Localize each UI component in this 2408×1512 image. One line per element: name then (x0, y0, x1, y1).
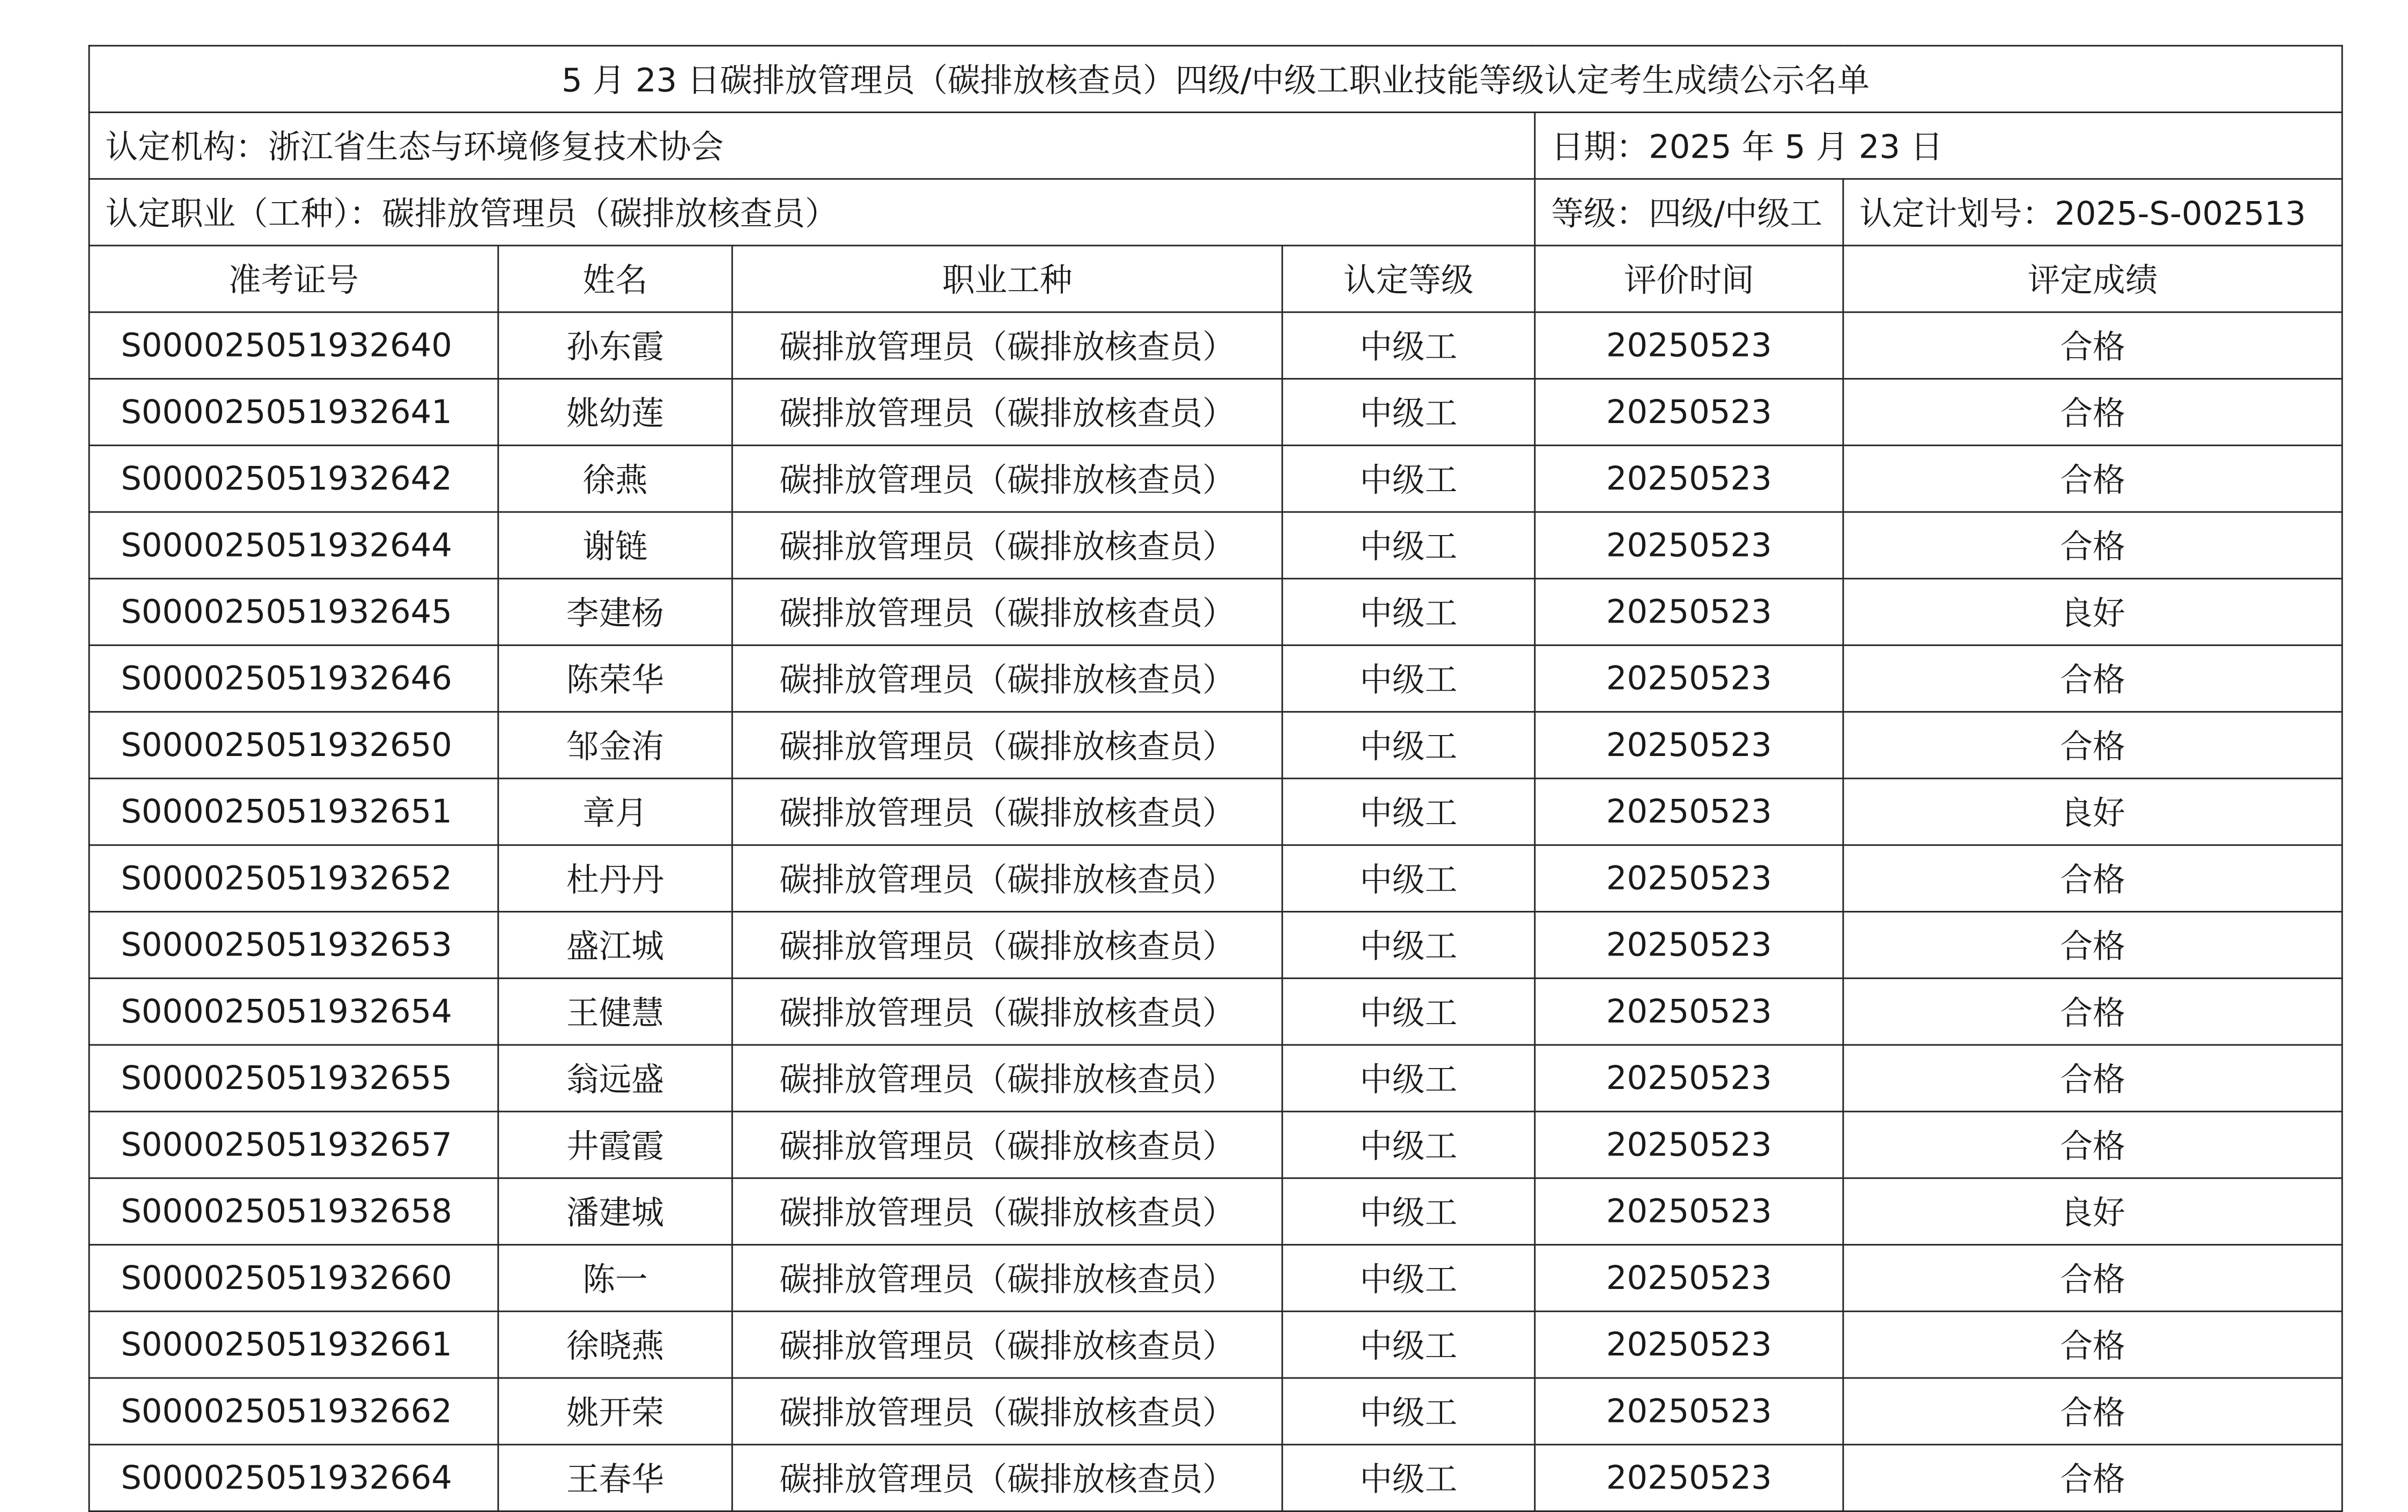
plan-number: 认定计划号：2025-S-002513 (1843, 179, 2342, 246)
cell-candidate-name: 姚幼莲 (498, 379, 732, 445)
occupation-row (89, 179, 2342, 246)
cell-result: 合格 (1843, 1444, 2342, 1511)
cell-result: 合格 (1843, 1245, 2342, 1311)
cell-ticket-number: S000025051932661 (89, 1311, 498, 1378)
cell-job-type: 碳排放管理员（碳排放核查员） (732, 512, 1282, 579)
cell-eval-date: 20250523 (1535, 1311, 1843, 1378)
table-row (89, 1178, 2342, 1244)
cell-eval-date: 20250523 (1535, 645, 1843, 711)
cell-result: 合格 (1843, 645, 2342, 711)
cell-job-type: 碳排放管理员（碳排放核查员） (732, 1245, 1282, 1311)
cell-candidate-name: 徐晓燕 (498, 1311, 732, 1378)
cell-job-type: 碳排放管理员（碳排放核查员） (732, 845, 1282, 911)
cell-candidate-name: 陈一 (498, 1245, 732, 1311)
cell-ticket-number: S000025051932658 (89, 1178, 498, 1244)
cell-candidate-name: 杜丹丹 (498, 845, 732, 911)
title-row (89, 46, 2342, 112)
cell-eval-date: 20250523 (1535, 579, 1843, 645)
cell-eval-date: 20250523 (1535, 512, 1843, 579)
cell-ticket-number: S000025051932657 (89, 1111, 498, 1178)
cell-result: 良好 (1843, 1178, 2342, 1244)
cell-ticket-number: S000025051932642 (89, 446, 498, 512)
cell-result: 合格 (1843, 1111, 2342, 1178)
cell-eval-date: 20250523 (1535, 1111, 1843, 1178)
cell-ticket-number: S000025051932652 (89, 845, 498, 911)
cell-level: 中级工 (1282, 979, 1535, 1045)
results-table (88, 45, 2343, 1512)
header-row (89, 246, 2342, 312)
cell-candidate-name: 王健慧 (498, 979, 732, 1045)
cell-job-type: 碳排放管理员（碳排放核查员） (732, 645, 1282, 711)
cell-ticket-number: S000025051932654 (89, 979, 498, 1045)
cell-level: 中级工 (1282, 1311, 1535, 1378)
cell-result: 良好 (1843, 579, 2342, 645)
table-row (89, 911, 2342, 978)
cell-result: 合格 (1843, 712, 2342, 779)
table-row (89, 1444, 2342, 1511)
cell-eval-date: 20250523 (1535, 911, 1843, 978)
column-header-ticket: 准考证号 (89, 246, 498, 312)
cell-eval-date: 20250523 (1535, 1245, 1843, 1311)
table-row (89, 1311, 2342, 1378)
column-header-job: 职业工种 (732, 246, 1282, 312)
cell-candidate-name: 王春华 (498, 1444, 732, 1511)
cell-eval-date: 20250523 (1535, 979, 1843, 1045)
table-body (89, 46, 2342, 1511)
cell-ticket-number: S000025051932644 (89, 512, 498, 579)
table-row (89, 512, 2342, 579)
table-row (89, 446, 2342, 512)
cell-level: 中级工 (1282, 446, 1535, 512)
cell-level: 中级工 (1282, 712, 1535, 779)
cell-level: 中级工 (1282, 779, 1535, 845)
cell-ticket-number: S000025051932653 (89, 911, 498, 978)
cell-result: 合格 (1843, 312, 2342, 379)
table-row (89, 712, 2342, 779)
cell-result: 合格 (1843, 512, 2342, 579)
cell-eval-date: 20250523 (1535, 446, 1843, 512)
cell-eval-date: 20250523 (1535, 379, 1843, 445)
cell-job-type: 碳排放管理员（碳排放核查员） (732, 446, 1282, 512)
cell-eval-date: 20250523 (1535, 1045, 1843, 1111)
cell-candidate-name: 翁远盛 (498, 1045, 732, 1111)
document-date: 日期：2025 年 5 月 23 日 (1535, 112, 2342, 179)
cell-ticket-number: S000025051932662 (89, 1378, 498, 1444)
cell-candidate-name: 潘建城 (498, 1178, 732, 1244)
cell-candidate-name: 井霞霞 (498, 1111, 732, 1178)
cell-ticket-number: S000025051932651 (89, 779, 498, 845)
cell-candidate-name: 陈荣华 (498, 645, 732, 711)
column-header-name: 姓名 (498, 246, 732, 312)
cell-result: 合格 (1843, 845, 2342, 911)
cell-candidate-name: 徐燕 (498, 446, 732, 512)
cell-level: 中级工 (1282, 579, 1535, 645)
cell-job-type: 碳排放管理员（碳排放核查员） (732, 1378, 1282, 1444)
table-row (89, 845, 2342, 911)
cell-candidate-name: 李建杨 (498, 579, 732, 645)
cell-eval-date: 20250523 (1535, 845, 1843, 911)
cell-job-type: 碳排放管理员（碳排放核查员） (732, 1178, 1282, 1244)
org-row (89, 112, 2342, 179)
cell-eval-date: 20250523 (1535, 712, 1843, 779)
cell-level: 中级工 (1282, 512, 1535, 579)
cell-job-type: 碳排放管理员（碳排放核查员） (732, 1045, 1282, 1111)
cell-candidate-name: 盛江城 (498, 911, 732, 978)
column-header-date: 评价时间 (1535, 246, 1843, 312)
cell-level: 中级工 (1282, 1378, 1535, 1444)
cell-job-type: 碳排放管理员（碳排放核查员） (732, 1444, 1282, 1511)
cell-level: 中级工 (1282, 379, 1535, 445)
cell-result: 合格 (1843, 1045, 2342, 1111)
cell-job-type: 碳排放管理员（碳排放核查员） (732, 312, 1282, 379)
cell-level: 中级工 (1282, 1178, 1535, 1244)
cell-job-type: 碳排放管理员（碳排放核查员） (732, 579, 1282, 645)
cell-level: 中级工 (1282, 1245, 1535, 1311)
cell-result: 合格 (1843, 379, 2342, 445)
cell-candidate-name: 谢链 (498, 512, 732, 579)
document-title: 5 月 23 日碳排放管理员（碳排放核查员）四级/中级工职业技能等级认定考生成绩公示名单 (89, 46, 2342, 112)
cell-eval-date: 20250523 (1535, 779, 1843, 845)
table-row (89, 379, 2342, 445)
cell-job-type: 碳排放管理员（碳排放核查员） (732, 979, 1282, 1045)
occupation: 认定职业（工种）：碳排放管理员（碳排放核查员） (89, 179, 1535, 246)
certifying-org: 认定机构：浙江省生态与环境修复技术协会 (89, 112, 1535, 179)
cell-candidate-name: 姚开荣 (498, 1378, 732, 1444)
cell-job-type: 碳排放管理员（碳排放核查员） (732, 379, 1282, 445)
cell-eval-date: 20250523 (1535, 1378, 1843, 1444)
table-row (89, 1378, 2342, 1444)
cell-result: 良好 (1843, 779, 2342, 845)
cell-ticket-number: S000025051932650 (89, 712, 498, 779)
cell-ticket-number: S000025051932640 (89, 312, 498, 379)
cell-ticket-number: S000025051932646 (89, 645, 498, 711)
cell-result: 合格 (1843, 446, 2342, 512)
grade-level: 等级：四级/中级工 (1535, 179, 1843, 246)
table-row (89, 1111, 2342, 1178)
cell-candidate-name: 章月 (498, 779, 732, 845)
cell-ticket-number: S000025051932641 (89, 379, 498, 445)
cell-result: 合格 (1843, 911, 2342, 978)
cell-job-type: 碳排放管理员（碳排放核查员） (732, 779, 1282, 845)
cell-level: 中级工 (1282, 645, 1535, 711)
cell-result: 合格 (1843, 979, 2342, 1045)
table-row (89, 779, 2342, 845)
cell-eval-date: 20250523 (1535, 1178, 1843, 1244)
cell-level: 中级工 (1282, 1444, 1535, 1511)
cell-level: 中级工 (1282, 312, 1535, 379)
column-header-level: 认定等级 (1282, 246, 1535, 312)
cell-result: 合格 (1843, 1311, 2342, 1378)
cell-candidate-name: 孙东霞 (498, 312, 732, 379)
table-row (89, 1045, 2342, 1111)
cell-eval-date: 20250523 (1535, 312, 1843, 379)
table-row (89, 979, 2342, 1045)
cell-job-type: 碳排放管理员（碳排放核查员） (732, 1111, 1282, 1178)
cell-result: 合格 (1843, 1378, 2342, 1444)
cell-ticket-number: S000025051932655 (89, 1045, 498, 1111)
cell-level: 中级工 (1282, 845, 1535, 911)
cell-ticket-number: S000025051932660 (89, 1245, 498, 1311)
cell-ticket-number: S000025051932664 (89, 1444, 498, 1511)
cell-level: 中级工 (1282, 911, 1535, 978)
table-row (89, 1245, 2342, 1311)
cell-level: 中级工 (1282, 1111, 1535, 1178)
cell-job-type: 碳排放管理员（碳排放核查员） (732, 1311, 1282, 1378)
table-row (89, 312, 2342, 379)
cell-job-type: 碳排放管理员（碳排放核查员） (732, 712, 1282, 779)
cell-ticket-number: S000025051932645 (89, 579, 498, 645)
table-row (89, 645, 2342, 711)
cell-job-type: 碳排放管理员（碳排放核查员） (732, 911, 1282, 978)
cell-candidate-name: 邹金洧 (498, 712, 732, 779)
table-row (89, 579, 2342, 645)
column-header-result: 评定成绩 (1843, 246, 2342, 312)
cell-eval-date: 20250523 (1535, 1444, 1843, 1511)
cell-level: 中级工 (1282, 1045, 1535, 1111)
